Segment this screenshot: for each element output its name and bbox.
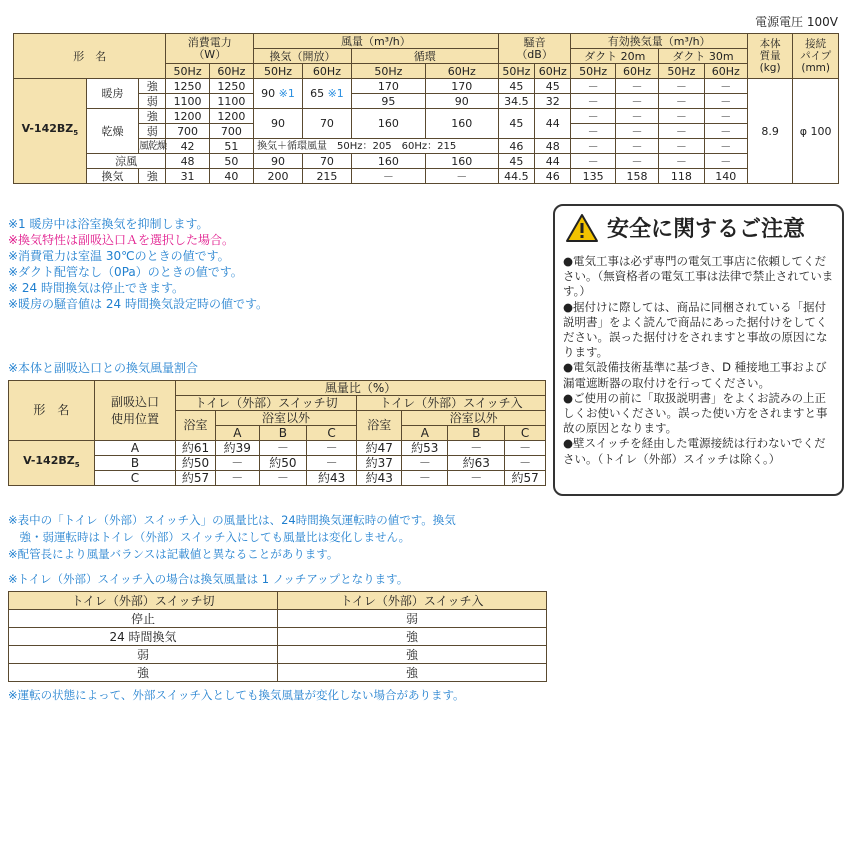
level-label: 風乾燥	[139, 140, 167, 152]
spec-h-duct20: ダクト 20m	[571, 49, 659, 64]
cell: 215	[302, 169, 351, 184]
safety-item: ●電気工事は必ず専門の電気工事店に依頼してください。（無資格者の電気工事は法律で禁止されています。）	[563, 254, 834, 299]
cell: 約50	[259, 456, 306, 471]
cell: 160	[425, 109, 498, 139]
pos-b: B	[448, 426, 505, 441]
note-line: ※換気特性は副吸込口Ａを選択した場合。	[8, 233, 235, 247]
pos-a: A	[215, 426, 259, 441]
safety-item: ●据付けに際しては、商品に同梱されている「据付説明書」をよく読んで商品にあった据付けをしてください。誤った据付けをされますと事故の原因になります。	[563, 299, 828, 360]
note-line: ※暖房の騒音値は 24 時間換気設定時の値です。	[8, 297, 268, 311]
cell: 48	[166, 154, 209, 169]
cell: －	[571, 94, 615, 109]
cell: 170	[425, 79, 498, 94]
ratio-h-ratio: 風量比（%）	[176, 381, 546, 396]
cell: 90	[425, 94, 498, 109]
cell: 約50	[176, 456, 216, 471]
cell: 160	[351, 109, 425, 139]
spec-h-airflow: 風量（m³/h）	[254, 34, 499, 49]
cell: －	[215, 456, 259, 471]
note-line: ※表中の「トイレ（外部）スイッチ入」の風量比は、24時間換気運転時の値です。換気	[8, 513, 456, 527]
cell: －	[704, 79, 747, 94]
cell: －	[351, 169, 425, 184]
cell: －	[402, 471, 448, 486]
cell: 強	[278, 664, 547, 682]
cell: －	[259, 471, 306, 486]
level-label: 弱	[139, 94, 166, 109]
cell: －	[615, 139, 658, 154]
spec-h-noise: 騒音 （dB）	[498, 34, 571, 64]
cell: 1200	[166, 109, 209, 124]
spec-h-mass: 本体 質量 (kg)	[747, 34, 793, 79]
safety-item: ●電気設備技術基準に基づき、D 種接地工事および漏電遮断器の取付けを行ってください。	[563, 360, 827, 390]
mode-heat: 暖房	[86, 79, 138, 109]
cell: －	[615, 154, 658, 169]
note-line: ※ 24 時間換気は停止できます。	[8, 281, 184, 295]
combined-airflow: 換気＋循環風量 50Hz：205 60Hz：215	[254, 139, 499, 154]
pos-c: C	[505, 426, 546, 441]
cell: －	[448, 471, 505, 486]
cell: 44	[535, 154, 571, 169]
switch-title: ※トイレ（外部）スイッチ入の場合は換気風量は 1 ノッチアップとなります。	[8, 572, 409, 586]
cell: 1100	[166, 94, 209, 109]
spec-table-wrap	[13, 33, 839, 187]
cell: －	[505, 441, 546, 456]
cell: 50	[209, 154, 253, 169]
cell: －	[505, 456, 546, 471]
cell: 118	[659, 169, 705, 184]
spec-h-model: 形 名	[14, 34, 166, 79]
cell: 約61	[176, 441, 216, 456]
cell: 32	[535, 94, 571, 109]
level-label: 強	[139, 169, 166, 184]
cell: －	[215, 471, 259, 486]
ratio-h-off: トイレ（外部）スイッチ切	[176, 396, 357, 411]
cell: －	[659, 139, 705, 154]
cell: 約53	[402, 441, 448, 456]
ratio-h-other: 浴室以外	[215, 411, 356, 426]
level-label: 強	[139, 109, 166, 124]
cell: 約57	[505, 471, 546, 486]
cell: 1100	[209, 94, 253, 109]
cell: 1250	[209, 79, 253, 94]
spec-model: $V-142BZ_5$	[14, 79, 87, 184]
cell: 90	[254, 109, 303, 139]
mass-value: 8.9	[747, 79, 793, 184]
notes-spec	[8, 216, 268, 312]
mode-vent: 換気	[86, 169, 138, 184]
voltage-label: 電源電圧 100V	[755, 15, 838, 29]
note-line: 強・弱運転時はトイレ（外部）スイッチ入にしても風量比は変化しません。	[8, 530, 411, 544]
safety-title	[565, 212, 805, 243]
spec-h-eff: 有効換気量（m³/h）	[571, 34, 747, 49]
level-label: 弱	[139, 124, 166, 139]
cell: A	[94, 441, 175, 456]
spec-table	[13, 33, 839, 184]
hz-label: 50Hz	[351, 64, 425, 79]
cell: －	[704, 94, 747, 109]
cell: －	[615, 109, 658, 124]
cell: －	[659, 94, 705, 109]
cell: 65 ※1	[302, 79, 351, 109]
cell: 1200	[209, 109, 253, 124]
cell: －	[571, 139, 615, 154]
safety-box	[553, 204, 844, 496]
hz-label: 50Hz	[571, 64, 615, 79]
cell: C	[94, 471, 175, 486]
cell: －	[425, 169, 498, 184]
switch-table	[8, 591, 547, 682]
spec-h-circ: 循環	[351, 49, 498, 64]
cell: 160	[351, 154, 425, 169]
ratio-table	[8, 380, 546, 486]
cell: －	[659, 109, 705, 124]
safety-title-text: 安全に関するご注意	[607, 217, 806, 242]
cell: －	[659, 124, 705, 139]
cell: 95	[351, 94, 425, 109]
warning-icon	[565, 213, 599, 243]
cell: 200	[254, 169, 303, 184]
pipe-value: φ 100	[793, 79, 839, 184]
mode-dry: 乾燥	[86, 109, 138, 154]
cell: －	[659, 79, 705, 94]
pos-b: B	[259, 426, 306, 441]
note-line: ※ダクト配管なし（0Pa）のときの値です。	[8, 265, 243, 279]
cell: 31	[166, 169, 209, 184]
cell: 90 ※1	[254, 79, 303, 109]
cell: 48	[535, 139, 571, 154]
cell: 約37	[357, 456, 402, 471]
note-line: ※配管長により風量バランスは記載値と異なることがあります。	[8, 547, 339, 561]
hz-label: 60Hz	[302, 64, 351, 79]
cell: 90	[254, 154, 303, 169]
hz-label: 50Hz	[659, 64, 705, 79]
cell: 45	[498, 109, 534, 139]
hz-label: 60Hz	[209, 64, 253, 79]
cell: －	[306, 441, 356, 456]
cell: 140	[704, 169, 747, 184]
cell: 70	[302, 154, 351, 169]
cell: 約47	[357, 441, 402, 456]
safety-body	[563, 254, 837, 467]
cell: 45	[498, 79, 534, 94]
cell: －	[704, 139, 747, 154]
cell: 46	[535, 169, 571, 184]
hz-label: 50Hz	[498, 64, 534, 79]
cell: 弱	[278, 610, 547, 628]
cell: 700	[209, 124, 253, 139]
cell: 約63	[448, 456, 505, 471]
switch-h-off: トイレ（外部）スイッチ切	[9, 592, 278, 610]
switch-h-on: トイレ（外部）スイッチ入	[278, 592, 547, 610]
hz-label: 60Hz	[535, 64, 571, 79]
cell: －	[402, 456, 448, 471]
cell: －	[306, 456, 356, 471]
cell: －	[571, 154, 615, 169]
cell: 34.5	[498, 94, 534, 109]
ratio-title: ※本体と副吸込口との換気風量割合	[8, 361, 199, 375]
cell: 158	[615, 169, 658, 184]
cell: 44.5	[498, 169, 534, 184]
cell: －	[615, 124, 658, 139]
cell: 46	[498, 139, 534, 154]
hz-label: 60Hz	[425, 64, 498, 79]
cell: 45	[498, 154, 534, 169]
cell: －	[571, 79, 615, 94]
ratio-model: $V-142BZ_5$	[9, 441, 95, 486]
cell: －	[704, 154, 747, 169]
ratio-h-on: トイレ（外部）スイッチ入	[357, 396, 546, 411]
note-line: ※1 暖房中は浴室換気を抑制します。	[8, 217, 209, 231]
spec-h-power: 消費電力 （W）	[166, 34, 254, 64]
mode-cool: 涼風	[86, 154, 166, 169]
cell: 強	[278, 646, 547, 664]
cell: －	[704, 109, 747, 124]
notes-ratio	[8, 512, 456, 563]
pos-c: C	[306, 426, 356, 441]
cell: 51	[209, 139, 253, 154]
cell: 弱	[9, 646, 278, 664]
hz-label: 50Hz	[166, 64, 209, 79]
cell: －	[448, 441, 505, 456]
cell: 1250	[166, 79, 209, 94]
hz-label: 60Hz	[615, 64, 658, 79]
level-label: 強	[139, 79, 166, 94]
hz-label: 50Hz	[254, 64, 303, 79]
safety-item: ●ご使用の前に「取扱説明書」をよくお読みの上正しくお使いください。誤った使い方をされますと事故の原因となります。	[563, 390, 828, 436]
ratio-h-bath: 浴室	[176, 411, 216, 441]
ratio-h-model: 形 名	[9, 381, 95, 441]
cell: 700	[166, 124, 209, 139]
cell: 40	[209, 169, 253, 184]
cell: 約43	[306, 471, 356, 486]
cell: －	[571, 124, 615, 139]
cell: 170	[351, 79, 425, 94]
safety-item: ●壁スイッチを経由した電源接続は行わないでください。（トイレ（外部）スイッチは除く。）	[563, 436, 826, 466]
cell: －	[615, 79, 658, 94]
cell: 約39	[215, 441, 259, 456]
cell: 約57	[176, 471, 216, 486]
cell: 強	[9, 664, 278, 682]
pos-a: A	[402, 426, 448, 441]
ratio-h-pos: 副吸込口 使用位置	[94, 381, 175, 441]
spec-h-pipe: 接続 パイプ (mm)	[793, 34, 839, 79]
cell: －	[259, 441, 306, 456]
ratio-h-bath: 浴室	[357, 411, 402, 441]
cell: 45	[535, 79, 571, 94]
switch-note: ※運転の状態によって、外部スイッチ入としても換気風量が変化しない場合があります。	[8, 688, 465, 702]
cell: －	[704, 124, 747, 139]
note-line: ※消費電力は室温 30℃のときの値です。	[8, 249, 230, 263]
cell: －	[659, 154, 705, 169]
cell: 44	[535, 109, 571, 139]
cell: B	[94, 456, 175, 471]
cell: 強	[278, 628, 547, 646]
cell: 42	[166, 139, 209, 154]
cell: 135	[571, 169, 615, 184]
cell: 約43	[357, 471, 402, 486]
hz-label: 60Hz	[704, 64, 747, 79]
cell: 24 時間換気	[9, 628, 278, 646]
cell: 停止	[9, 610, 278, 628]
spec-h-vent: 換気（開放）	[254, 49, 352, 64]
cell: －	[615, 94, 658, 109]
cell: 70	[302, 109, 351, 139]
ratio-h-other: 浴室以外	[402, 411, 546, 426]
spec-h-duct30: ダクト 30m	[659, 49, 748, 64]
cell: 160	[425, 154, 498, 169]
cell: －	[571, 109, 615, 124]
